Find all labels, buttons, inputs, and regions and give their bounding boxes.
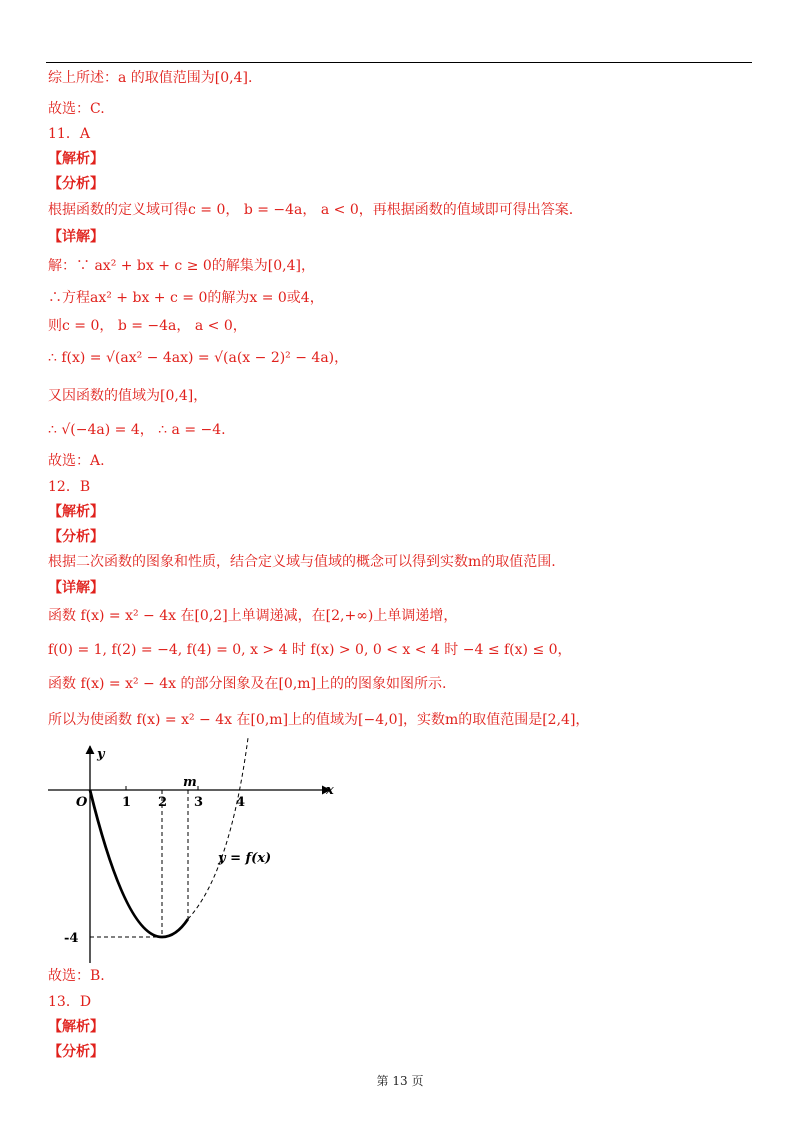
text-line-15: 12．B [48,479,91,495]
page-number: 第 13 页 [376,1074,424,1088]
text-line-25: 13．D [48,994,92,1010]
text-line-19: 【详解】 [48,580,104,596]
text-line-4: 【解析】 [48,151,104,167]
tick-1-label: 1 [122,795,132,810]
text-line-17: 【分析】 [48,529,104,545]
text-line-14: 故选：A. [48,453,105,469]
text-line-1: 综上所述：a 的取值范围为[0,4]. [48,70,253,86]
text-line-24: 故选：B. [48,968,105,984]
curve-label: y = f(x) [218,851,272,866]
text-line-18: 根据二次函数的图象和性质，结合定义域与值域的概念可以得到实数m的取值范围. [48,554,556,570]
y-tick-minus4-label: -4 [64,931,79,946]
text-line-16: 【解析】 [48,504,104,520]
text-line-3: 11．A [48,126,90,142]
parabola-graph [40,738,350,968]
tick-3-label: 3 [194,795,204,810]
tick-2-label: 2 [158,795,168,810]
text-line-20: 函数 f(x) = x² − 4x 在[0,2]上单调递减，在[2,+∞)上单调递增， [48,608,458,624]
text-line-13: ∴ √(−4a) = 4， ∴ a = −4. [48,422,226,438]
m-label: m [183,775,197,790]
text-line-6: 根据函数的定义域可得c = 0， b = −4a， a < 0，再根据函数的值域即可得出答案. [48,202,574,218]
text-line-22: 函数 f(x) = x² − 4x 的部分图象及在[0,m]上的的图象如图所示. [48,676,447,692]
header-rule [46,62,752,63]
text-line-11: ∴ f(x) = √(ax² − 4ax) = √(a(x − 2)² − 4a)， [48,350,349,366]
tick-4-label: 4 [236,795,246,810]
text-line-23: 所以为使函数 f(x) = x² − 4x 在[0,m]上的值域为[−4,0]，实数m的取值范围是[2,4]， [48,712,590,728]
text-line-7: 【详解】 [48,229,104,245]
y-axis-label: y [97,747,105,762]
text-line-26: 【解析】 [48,1019,104,1035]
text-line-9: ∴方程ax² + bx + c = 0的解为x = 0或4， [48,290,324,306]
text-line-27: 【分析】 [48,1044,104,1060]
x-axis-label: x [326,783,334,798]
text-line-2: 故选：C. [48,101,105,117]
text-line-21: f(0) = 1, f(2) = −4, f(4) = 0, x > 4 时 f(x) > 0, 0 < x < 4 时 −4 ≤ f(x) ≤ 0， [48,642,572,658]
text-line-8: 解：∵ ax² + bx + c ≥ 0的解集为[0,4]， [48,258,315,274]
text-line-5: 【分析】 [48,176,104,192]
origin-label: O [76,795,88,810]
curve-dashed-part [188,738,248,919]
curve-solid-part [90,790,188,937]
text-line-12: 又因函数的值域为[0,4]， [48,388,208,404]
text-line-10: 则c = 0， b = −4a， a < 0， [48,318,247,334]
